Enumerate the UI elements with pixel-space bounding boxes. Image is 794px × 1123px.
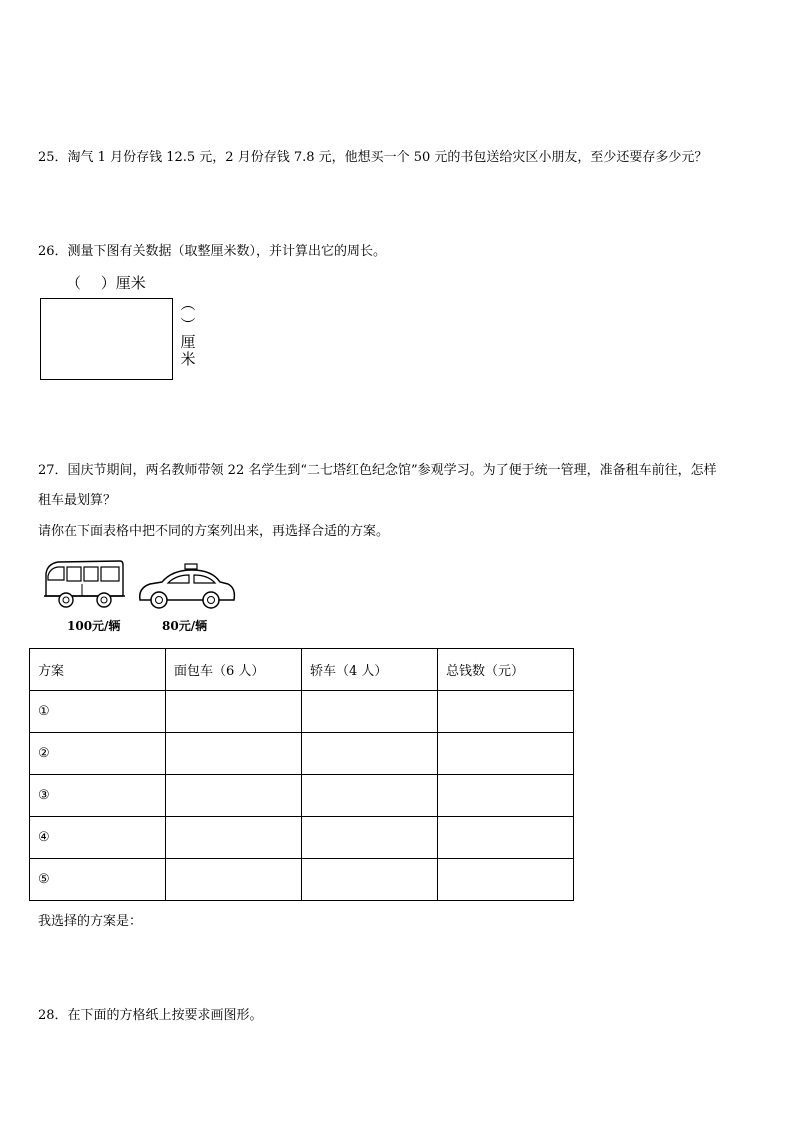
measure-rectangle — [40, 298, 173, 380]
van-count-cell[interactable] — [166, 775, 302, 817]
van-count-cell[interactable] — [166, 817, 302, 859]
table-row — [30, 691, 574, 733]
question-26: 26．测量下图有关数据（取整厘米数），并计算出它的周长。 — [38, 244, 387, 259]
car-count-cell[interactable] — [302, 733, 438, 775]
table-header-row — [30, 649, 574, 691]
total-cell[interactable] — [438, 691, 574, 733]
car-price: 80元/辆 — [162, 619, 208, 633]
unit-char-1: 厘 — [180, 333, 196, 351]
plan-number: ③ — [30, 775, 166, 817]
header-van: 面包车（6 人） — [166, 649, 302, 691]
car-count-cell[interactable] — [302, 691, 438, 733]
plan-number: ① — [30, 691, 166, 733]
paren-bottom: ︶ — [180, 316, 196, 334]
question-27-line2: 租车最划算？ — [38, 493, 117, 508]
unit-char-2: 米 — [180, 350, 196, 368]
total-cell[interactable] — [438, 775, 574, 817]
plan-number: ④ — [30, 817, 166, 859]
rental-plan-table — [29, 648, 574, 901]
rectangle-height-label — [180, 296, 196, 368]
table-row — [30, 733, 574, 775]
question-27-instruction: 请你在下面表格中把不同的方案列出来，再选择合适的方案。 — [38, 524, 390, 539]
table-row — [30, 775, 574, 817]
van-count-cell[interactable] — [166, 859, 302, 901]
van-price: 100元/辆 — [67, 619, 121, 633]
paren-top: ︵ — [180, 295, 196, 313]
rectangle-width-label: （ ）厘米 — [66, 274, 146, 292]
header-total: 总钱数（元） — [438, 649, 574, 691]
table-row — [30, 859, 574, 901]
total-cell[interactable] — [438, 733, 574, 775]
van-count-cell[interactable] — [166, 691, 302, 733]
car-count-cell[interactable] — [302, 775, 438, 817]
car-count-cell[interactable] — [302, 817, 438, 859]
van-icon — [42, 556, 126, 612]
question-28: 28．在下面的方格纸上按要求画图形。 — [38, 1008, 263, 1023]
car-count-cell[interactable] — [302, 859, 438, 901]
plan-number: ② — [30, 733, 166, 775]
car-icon — [136, 562, 238, 614]
question-25: 25．淘气 1 月份存钱 12.5 元，2 月份存钱 7.8 元，他想买一个 50 元的书包送给灾区小朋友，至少还要存多少元？ — [38, 150, 708, 165]
total-cell[interactable] — [438, 817, 574, 859]
choice-label: 我选择的方案是： — [38, 914, 143, 929]
header-car: 轿车（4 人） — [302, 649, 438, 691]
plan-number: ⑤ — [30, 859, 166, 901]
van-count-cell[interactable] — [166, 733, 302, 775]
total-cell[interactable] — [438, 859, 574, 901]
table-row — [30, 817, 574, 859]
question-27-line1: 27．国庆节期间，两名教师带领 22 名学生到“二七塔红色纪念馆”参观学习。为了便于统一管理，准备租车前往，怎样 — [38, 463, 717, 478]
header-plan: 方案 — [30, 649, 166, 691]
